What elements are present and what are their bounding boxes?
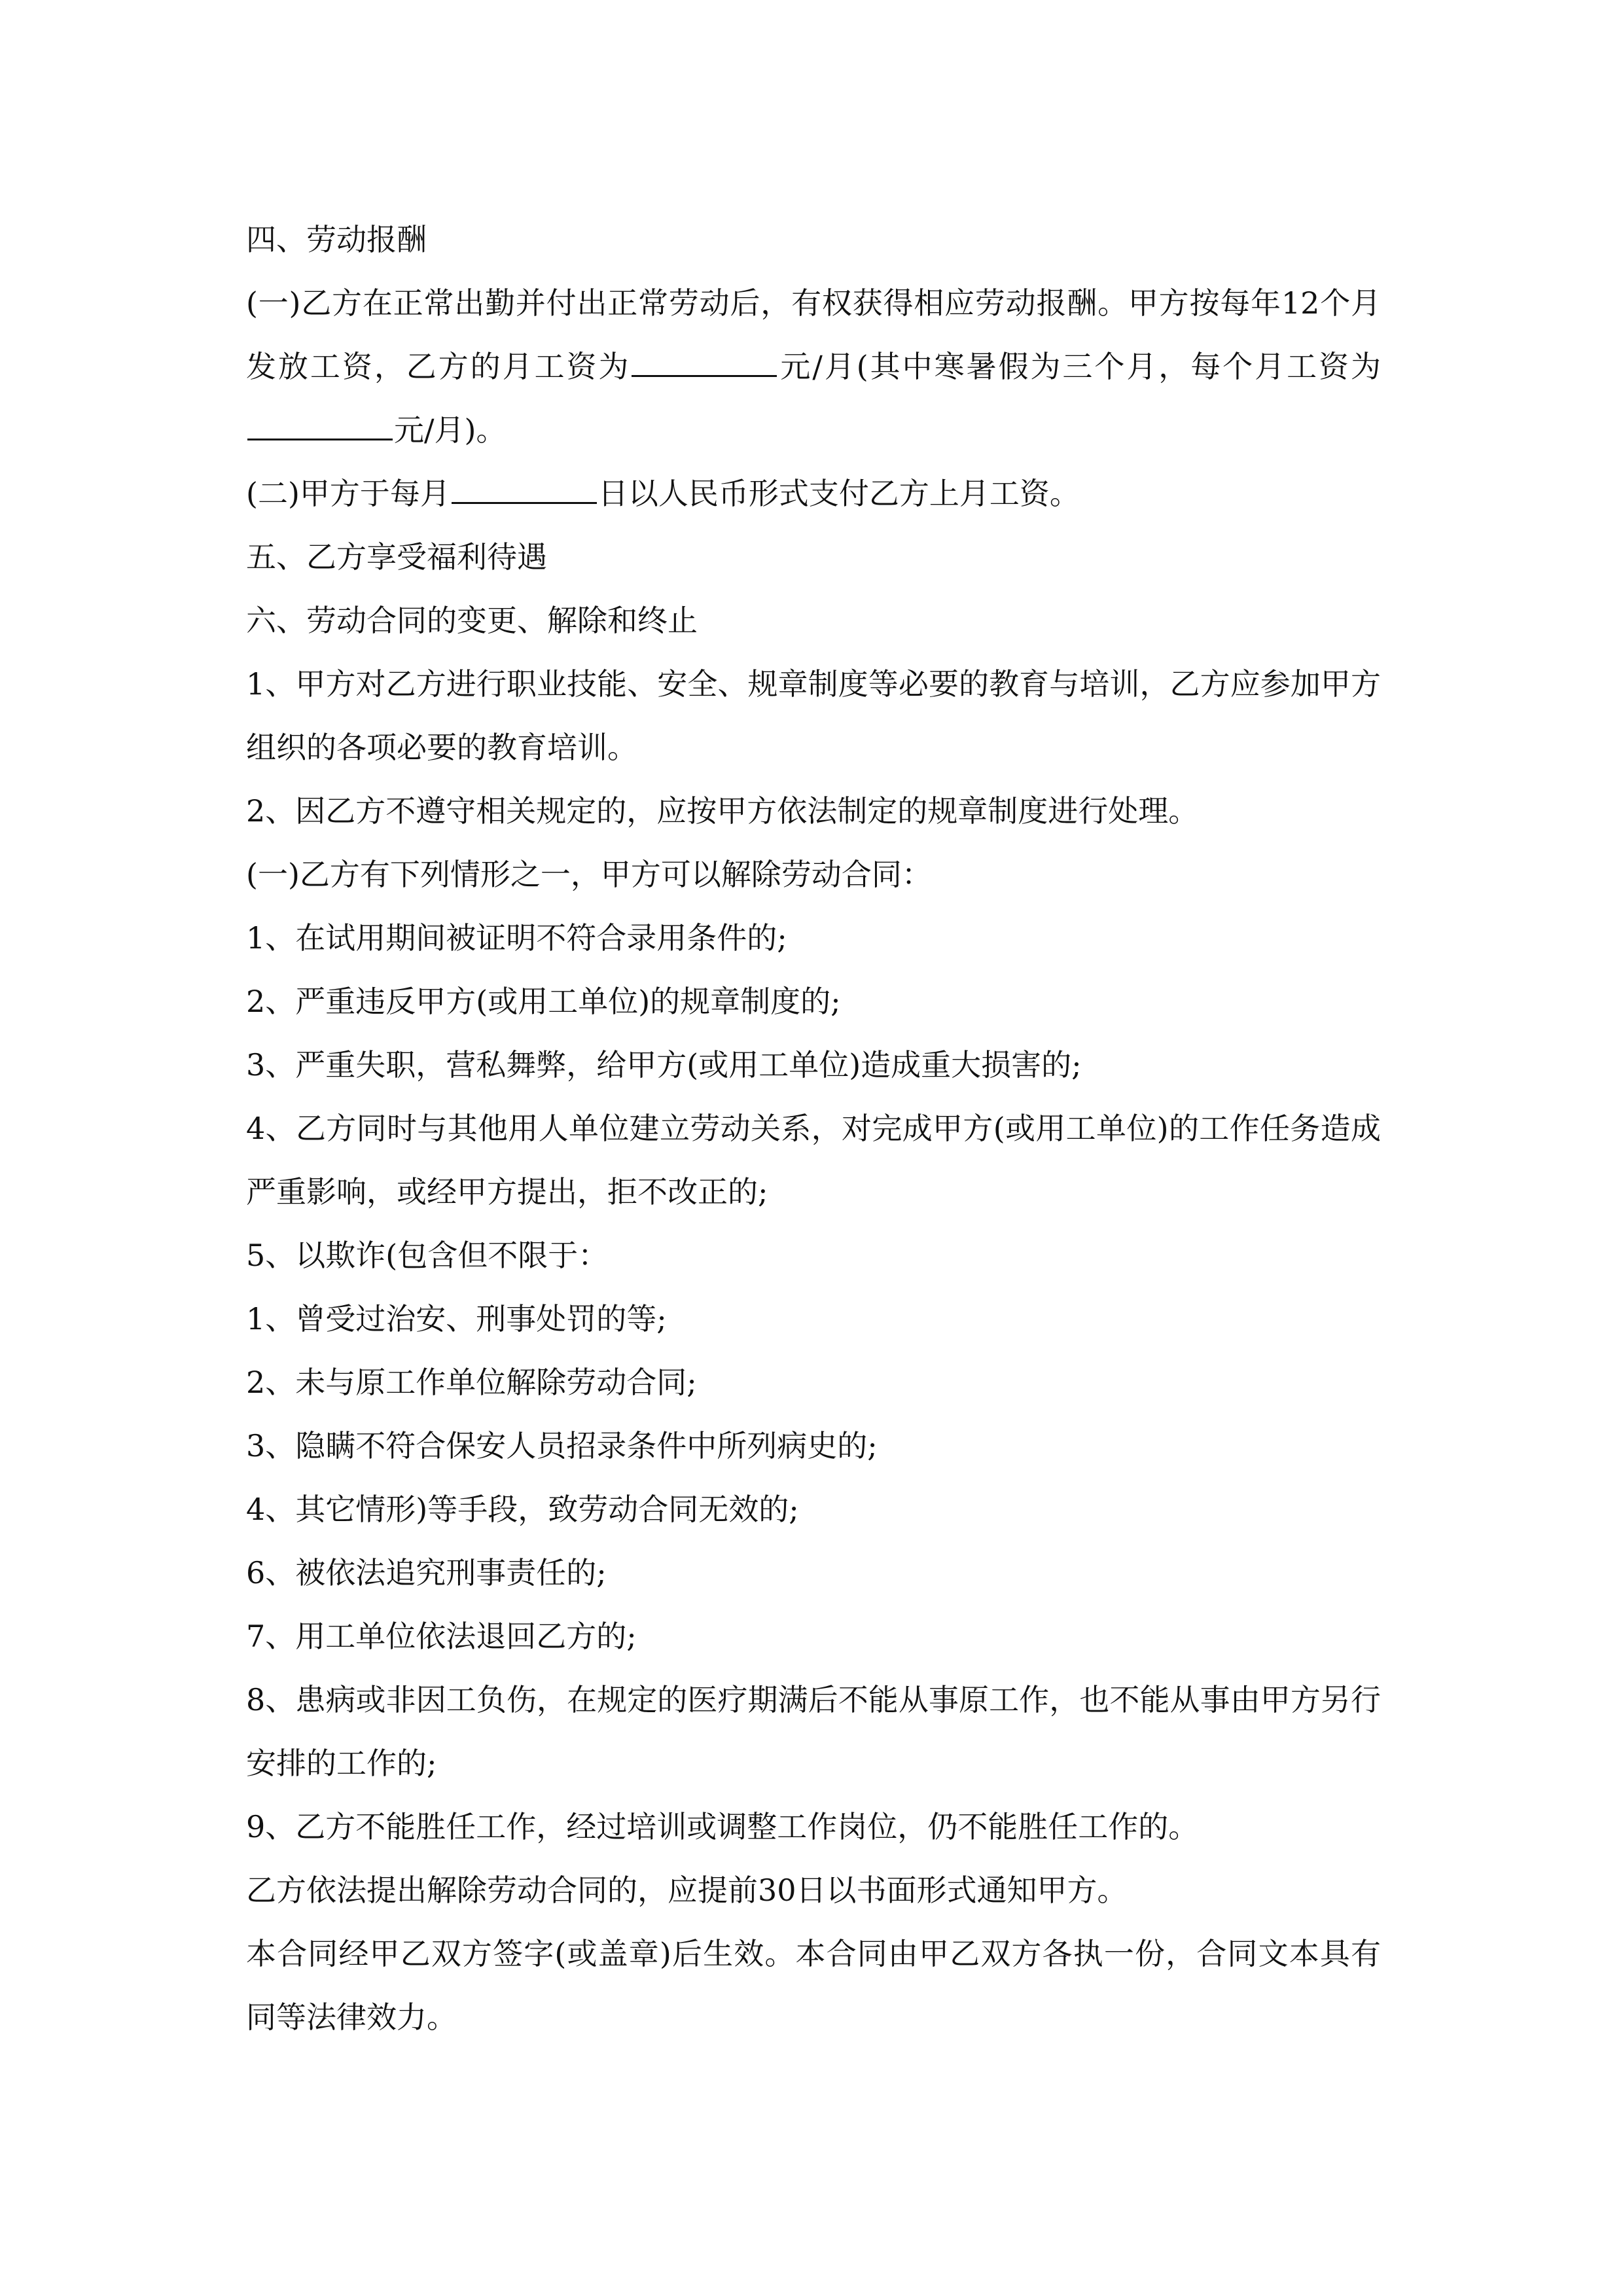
monthly-salary-blank[interactable] <box>632 349 777 377</box>
fraud-subitem-3: 3、隐瞒不符合保安人员招录条件中所列病史的; <box>246 1428 878 1463</box>
termination-condition-7: 7、用工单位依法退回乙方的; <box>246 1619 637 1654</box>
section-6-title: 六、劳动合同的变更、解除和终止 <box>246 603 698 638</box>
termination-condition-3: 3、严重失职，营私舞弊，给甲方(或用工单位)造成重大损害的; <box>246 1047 1082 1083</box>
contract-effect-clause: 本合同经甲乙双方签字(或盖章)后生效。本合同由甲乙双方各执一份，合同文本具有同等法律效力。 <box>246 1936 1381 2035</box>
clause-text: (二)甲方于每月 <box>246 476 450 511</box>
section-6-item-2: 2、因乙方不遵守相关规定的，应按甲方依法制定的规章制度进行处理。 <box>246 793 1199 829</box>
termination-intro: (一)乙方有下列情形之一，甲方可以解除劳动合同： <box>246 857 932 892</box>
section-4-clause-2 <box>246 462 1381 526</box>
vacation-salary-blank[interactable] <box>247 412 393 440</box>
section-5-title: 五、乙方享受福利待遇 <box>246 539 547 575</box>
clause-text: 日以人民币形式支付乙方上月工资。 <box>597 476 1080 511</box>
payday-blank[interactable] <box>452 476 597 504</box>
clause-text: 元/月(其中寒暑假为三个月，每个月工资为 <box>778 349 1382 384</box>
fraud-subitem-1: 1、曾受过治安、刑事处罚的等; <box>246 1301 667 1336</box>
termination-condition-2: 2、严重违反甲方(或用工单位)的规章制度的; <box>246 984 841 1019</box>
section-4-title: 四、劳动报酬 <box>246 222 427 257</box>
clause-text: (一)乙方在正常出勤并付出正常劳动后，有权获得相应劳动报酬。甲方按每年12个月发放工资，乙方的月工资为 <box>246 285 1381 384</box>
termination-condition-4: 4、乙方同时与其他用人单位建立劳动关系，对完成甲方(或用工单位)的工作任务造成严重影响，或经甲方提出，拒不改正的; <box>246 1111 1381 1210</box>
termination-condition-6: 6、被依法追究刑事责任的; <box>246 1555 607 1590</box>
termination-condition-1: 1、在试用期间被证明不符合录用条件的; <box>246 920 787 956</box>
termination-condition-5: 5、以欺诈(包含但不限于： <box>246 1238 609 1273</box>
termination-condition-8: 8、患病或非因工负伤，在规定的医疗期满后不能从事原工作，也不能从事由甲方另行安排的工作的; <box>246 1682 1381 1781</box>
fraud-subitem-4: 4、其它情形)等手段，致劳动合同无效的; <box>246 1492 799 1527</box>
resignation-notice: 乙方依法提出解除劳动合同的，应提前30日以书面形式通知甲方。 <box>246 1873 1128 1908</box>
document-body <box>246 208 1381 2049</box>
termination-condition-9: 9、乙方不能胜任工作，经过培训或调整工作岗位，仍不能胜任工作的。 <box>246 1809 1199 1844</box>
fraud-subitem-2: 2、未与原工作单位解除劳动合同; <box>246 1365 697 1400</box>
section-4-clause-1 <box>246 272 1381 462</box>
clause-text: 元/月)。 <box>394 412 507 448</box>
section-6-item-1: 1、甲方对乙方进行职业技能、安全、规章制度等必要的教育与培训，乙方应参加甲方组织的各项必要的教育培训。 <box>246 666 1381 765</box>
